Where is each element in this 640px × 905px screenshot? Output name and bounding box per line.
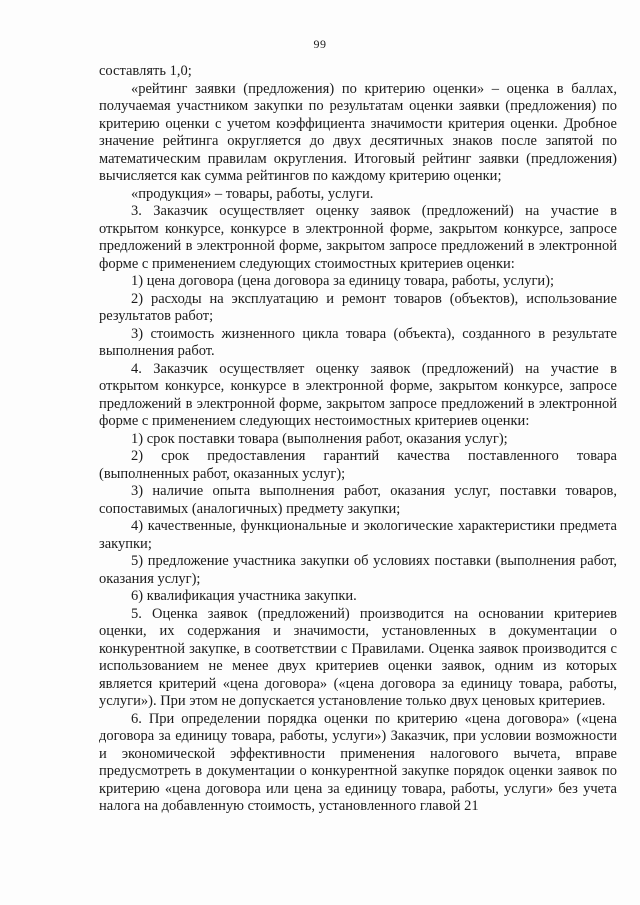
paragraph: 4. Заказчик осуществляет оценку заявок (предложений) на участие в открытом конкурсе, конкурсе в электронной форме, закрытом конкурсе, запросе предложений в электронной форме, закрытом запросе предложений в электронной форме с применением следующих нестоимостных критериев оценки:	[99, 360, 617, 429]
list-item: 6) квалификация участника закупки.	[131, 588, 357, 604]
paragraph: «рейтинг заявки (предложения) по критерию оценки» – оценка в баллах, получаемая участником закупки по результатам оценки заявки (предложения) по критерию оценки с учетом коэффициента значимости критерия оценки. Дробное значение рейтинга округляется до двух десятичных знаков после запятой по математическим правилам округления. Итоговый рейтинг заявки (предложения) вычисляется как сумма рейтингов по каждому критерию оценки;	[99, 80, 617, 184]
page-number: 99	[313, 37, 327, 51]
paragraph: 5. Оценка заявок (предложений) производится на основании критериев оценки, их содержания и значимости, установленных в документации о конкурентной закупке, в соответствии с Правилами. Оценка заявок производится с использованием не менее двух критериев оценки заявок, одним из которых является критерий «цена договора» («цена договора за единицу товара, работы, услуги»). При этом не допускается установление только двух ценовых критериев.	[99, 605, 617, 709]
paragraph: 6. При определении порядка оценки по критерию «цена договора» («цена договора за единицу товара, работы, услуги») Заказчик, при условии возможности и экономической эффективности применения налогового вычета, вправе предусмотреть в документации о конкурентной закупке порядок оценки заявок по критерию «цена договора или цена за единицу товара, работы, услуги» без учета налога на добавленную стоимость, установленного главой 21	[99, 710, 617, 814]
paragraph: составлять 1,0;	[99, 63, 192, 79]
list-item: 2) расходы на эксплуатацию и ремонт товаров (объектов), использование результатов работ;	[99, 290, 617, 324]
list-item: 3) наличие опыта выполнения работ, оказания услуг, поставки товаров, сопоставимых (аналогичных) предмету закупки;	[99, 483, 617, 517]
list-item: 1) срок поставки товара (выполнения работ, оказания услуг);	[131, 430, 508, 447]
list-item: 3) стоимость жизненного цикла товара (объекта), созданного в результате выполнения работ.	[99, 325, 617, 359]
paragraph: «продукция» – товары, работы, услуги.	[131, 185, 374, 202]
list-item: 4) качественные, функциональные и экологические характеристики предмета закупки;	[99, 518, 617, 552]
document-body	[99, 63, 617, 816]
list-item: 2) срок предоставления гарантий качества поставленного товара (выполненных работ, оказанных услуг);	[99, 448, 617, 482]
list-item: 5) предложение участника закупки об условиях поставки (выполнения работ, оказания услуг);	[99, 553, 617, 587]
paragraph: 3. Заказчик осуществляет оценку заявок (предложений) на участие в открытом конкурсе, конкурсе в электронной форме, закрытом конкурсе, запросе предложений в электронной форме, закрытом запросе предложений в электронной форме с применением следующих стоимостных критериев оценки:	[99, 203, 617, 272]
list-item: 1) цена договора (цена договора за единицу товара, работы, услуги);	[131, 273, 555, 289]
